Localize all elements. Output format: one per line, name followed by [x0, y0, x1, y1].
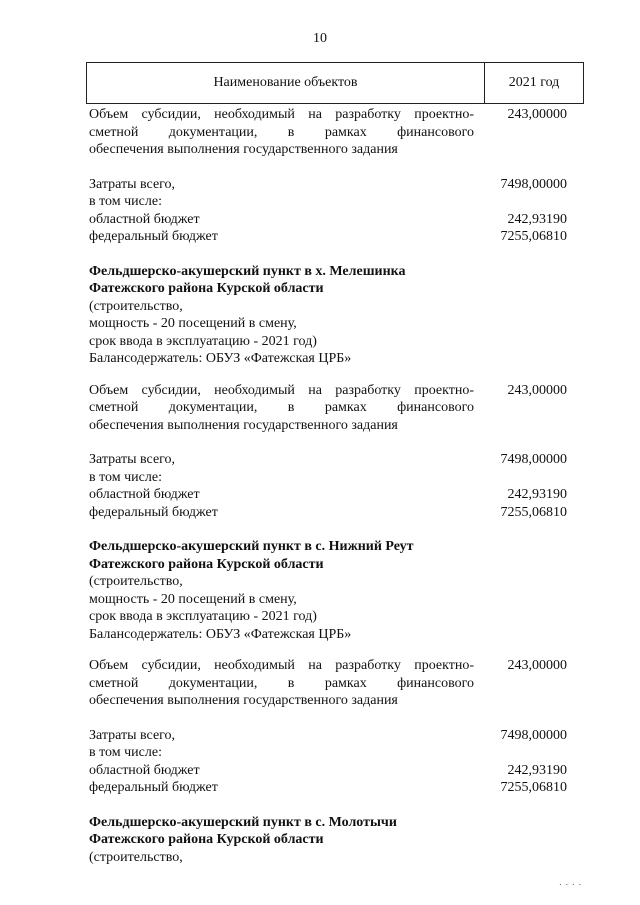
regional-budget-label: областной бюджет	[89, 487, 200, 502]
subsidy-description	[89, 382, 474, 435]
object-detail: (строительство,	[89, 574, 183, 589]
including-label: в том числе:	[89, 745, 162, 760]
subsidy-description	[89, 106, 474, 159]
object-detail: (строительство,	[89, 849, 183, 865]
subsidy-line: сметной документации, в рамках финансового	[89, 400, 474, 415]
column-header-year: 2021 год	[508, 75, 560, 91]
costs-total-value: 7498,00000	[500, 452, 567, 467]
subsidy-line: обеспечения выполнения государственного задания	[89, 417, 398, 433]
subsidy-value: 243,00000	[507, 107, 567, 122]
page-number: 10	[313, 31, 327, 46]
regional-budget-value: 242,93190	[507, 762, 567, 778]
subsidy-line: сметной документации, в рамках финансового	[89, 124, 474, 140]
costs-section	[89, 451, 567, 521]
including-label: в том числе:	[89, 194, 162, 209]
regional-budget-label: областной бюджет	[89, 762, 200, 778]
federal-budget-label: федеральный бюджет	[89, 229, 218, 244]
object-title: Фельдшерско-акушерский пункт в с. Нижний Реут	[89, 539, 414, 554]
object-title: Фатежского района Курской области	[89, 556, 324, 572]
subsidy-value: 243,00000	[507, 658, 567, 673]
costs-section	[89, 176, 567, 246]
subsidy-line: сметной документации, в рамках финансового	[89, 675, 474, 691]
federal-budget-value: 7255,06810	[500, 780, 567, 795]
object-detail: (строительство,	[89, 298, 183, 314]
object-detail: Балансодержатель: ОБУЗ «Фатежская ЦРБ»	[89, 626, 352, 642]
federal-budget-value: 7255,06810	[500, 504, 567, 520]
subsidy-value: 243,00000	[507, 382, 567, 398]
costs-section	[89, 727, 567, 797]
subsidy-row	[89, 106, 567, 159]
federal-budget-value: 7255,06810	[500, 229, 567, 244]
object-section	[89, 814, 567, 867]
costs-total-label: Затраты всего,	[89, 452, 176, 467]
federal-budget-label: федеральный бюджет	[89, 780, 218, 795]
subsidy-description	[89, 657, 474, 710]
table-header	[86, 62, 584, 104]
subsidy-row	[89, 657, 567, 710]
object-section	[89, 263, 567, 368]
costs-total-label: Затраты всего,	[89, 727, 176, 743]
column-header-name: Наименование объектов	[87, 63, 485, 103]
subsidy-line: Объем субсидии, необходимый на разработку проектно-	[89, 382, 474, 398]
document-body	[89, 106, 567, 866]
regional-budget-value: 242,93190	[507, 211, 567, 227]
costs-total-label: Затраты всего,	[89, 176, 176, 192]
subsidy-row	[89, 382, 567, 435]
object-title: Фатежского района Курской области	[89, 832, 324, 847]
subsidy-line: Объем субсидии, необходимый на разработку проектно-	[89, 107, 474, 122]
including-label: в том числе:	[89, 469, 162, 485]
subsidy-line: обеспечения выполнения государственного задания	[89, 693, 398, 708]
object-detail: мощность - 20 посещений в смену,	[89, 591, 297, 607]
object-detail: срок ввода в эксплуатацию - 2021 год)	[89, 609, 317, 624]
object-detail: срок ввода в эксплуатацию - 2021 год)	[89, 333, 317, 349]
federal-budget-label: федеральный бюджет	[89, 504, 218, 520]
object-section	[89, 538, 567, 643]
regional-budget-value: 242,93190	[507, 487, 567, 502]
scan-artifact: . . . .	[559, 876, 582, 887]
object-title: Фатежского района Курской области	[89, 281, 324, 296]
object-title: Фельдшерско-акушерский пункт в х. Мелешинка	[89, 263, 406, 279]
costs-total-value: 7498,00000	[500, 727, 567, 743]
regional-budget-label: областной бюджет	[89, 211, 200, 227]
costs-total-value: 7498,00000	[500, 176, 567, 192]
object-detail: мощность - 20 посещений в смену,	[89, 316, 297, 331]
object-title: Фельдшерско-акушерский пункт в с. Молотычи	[89, 814, 397, 830]
subsidy-line: обеспечения выполнения государственного задания	[89, 142, 398, 157]
subsidy-section	[89, 106, 567, 159]
object-detail: Балансодержатель: ОБУЗ «Фатежская ЦРБ»	[89, 351, 352, 366]
subsidy-line: Объем субсидии, необходимый на разработку проектно-	[89, 658, 474, 673]
